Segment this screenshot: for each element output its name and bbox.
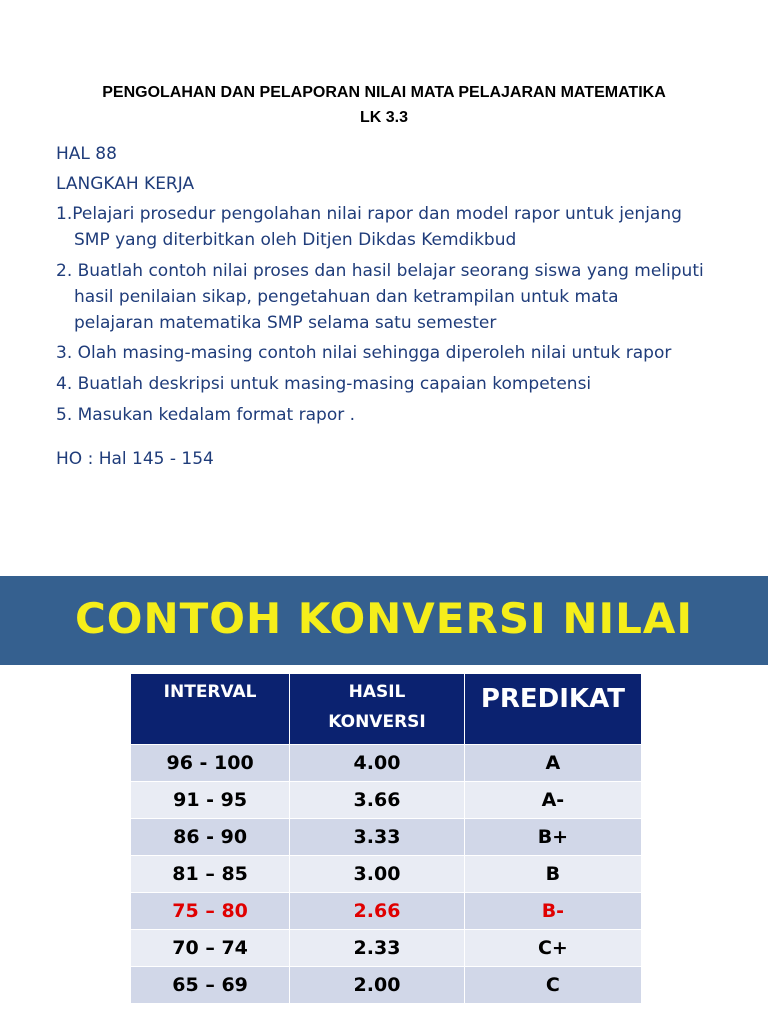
slide-konversi: [0, 576, 768, 1024]
header-hasil-line2: KONVERSI: [328, 712, 426, 732]
cell-konversi: 2.66: [290, 893, 465, 930]
step-2-line-2: hasil penilaian sikap, pengetahuan dan ketrampilan untuk mata: [74, 287, 619, 307]
step-2-line-3: pelajaran matematika SMP selama satu semester: [74, 313, 497, 333]
cell-interval: 91 - 95: [131, 782, 290, 819]
step-1-line-1: 1.Pelajari prosedur pengolahan nilai rapor dan model rapor untuk jenjang: [56, 204, 682, 224]
banner-title: CONTOH KONVERSI NILAI: [74, 594, 694, 643]
table-row: [131, 745, 642, 782]
step-5: 5. Masukan kedalam format rapor .: [56, 405, 356, 425]
cell-interval: 81 – 85: [131, 856, 290, 893]
ho-reference: HO : Hal 145 - 154: [56, 449, 214, 469]
cell-predikat: C+: [464, 930, 641, 967]
cell-interval: 96 - 100: [131, 745, 290, 782]
table-row: [131, 782, 642, 819]
header-interval: INTERVAL: [131, 674, 290, 745]
table-row-highlighted: [131, 893, 642, 930]
cell-predikat: C: [464, 967, 641, 1004]
cell-interval: 65 – 69: [131, 967, 290, 1004]
cell-predikat: A-: [464, 782, 641, 819]
cell-interval: 86 - 90: [131, 819, 290, 856]
table-row: [131, 819, 642, 856]
step-4: 4. Buatlah deskripsi untuk masing-masing capaian kompetensi: [56, 374, 592, 394]
table-row: [131, 967, 642, 1004]
cell-konversi: 3.00: [290, 856, 465, 893]
step-1-line-2: SMP yang diterbitkan oleh Ditjen Dikdas Kemdikbud: [74, 230, 517, 250]
header-predikat: PREDIKAT: [464, 674, 641, 745]
table-row: [131, 856, 642, 893]
cell-interval: 70 – 74: [131, 930, 290, 967]
cell-predikat: B-: [464, 893, 641, 930]
cell-konversi: 3.66: [290, 782, 465, 819]
hal-label: HAL 88: [56, 144, 117, 164]
page-title: PENGOLAHAN DAN PELAPORAN NILAI MATA PELAJARAN MATEMATIKA: [102, 84, 666, 101]
cell-konversi: 3.33: [290, 819, 465, 856]
cell-predikat: B+: [464, 819, 641, 856]
page-subtitle: LK 3.3: [359, 109, 408, 126]
step-3: 3. Olah masing-masing contoh nilai sehingga diperoleh nilai untuk rapor: [56, 343, 672, 363]
cell-predikat: A: [464, 745, 641, 782]
header-hasil-konversi: [290, 674, 465, 745]
header-hasil-line1: HASIL: [348, 682, 406, 702]
cell-predikat: B: [464, 856, 641, 893]
cell-interval: 75 – 80: [131, 893, 290, 930]
cell-konversi: 4.00: [290, 745, 465, 782]
cell-konversi: 2.33: [290, 930, 465, 967]
title-banner: [0, 576, 768, 665]
table-header-row: [131, 674, 642, 745]
table-row: [131, 930, 642, 967]
step-2-line-1: 2. Buatlah contoh nilai proses dan hasil belajar seorang siswa yang meliputi: [56, 261, 704, 281]
conversion-table: [130, 673, 642, 1004]
langkah-heading: LANGKAH KERJA: [56, 174, 195, 194]
cell-konversi: 2.00: [290, 967, 465, 1004]
